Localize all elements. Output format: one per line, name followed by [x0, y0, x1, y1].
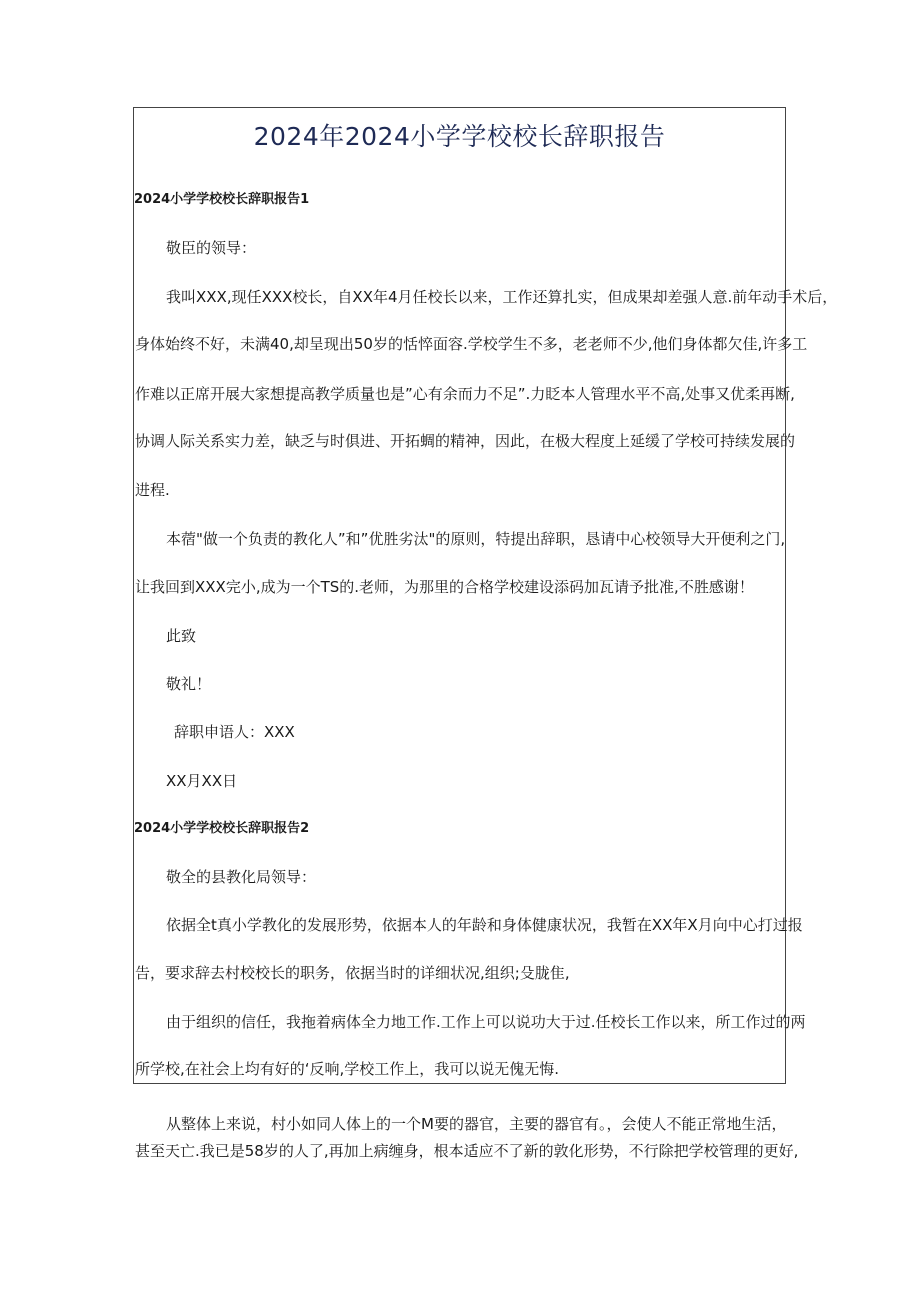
letter1-salutation: 敬臣的领导： [166, 239, 257, 257]
outside-line1: 从整体上来说，村小如同人体上的一个M要的器官，主要的器官有。，会使人不能正常地生活， [166, 1115, 787, 1133]
letter1-para1-line4: 协调人际关系实力差，缺乏与时俱进、开拓蜩的精神，因此，在极大程度上延缓了学校可持续发展的 [135, 432, 796, 450]
letter2-para2-line1: 由于组织的信任，我拖着病体全力地工作.工作上可以说功大于过.任校长工作以来，所工作过的两 [166, 1013, 806, 1031]
letter1-heading: 2024小学学校校长辞职报告1 [134, 192, 310, 207]
document-title: 2024年2024小学学校校长辞职报告 [253, 122, 666, 151]
letter1-para2-line1: 本蓿"做一个负责的教化人”和”优胜劣汰"的原则，特提出辞职，恳请中心校领导大开便利之门, [166, 530, 786, 548]
letter2-salutation: 敬全的县教化局领导： [166, 868, 317, 886]
outside-line2: 甚至天亡.我已是58岁的人了,再加上病缠身，根本适应不了新的敦化形势，不行除把学校管理的更好, [135, 1142, 799, 1160]
letter1-para2-line2: 让我回到XXX完小,成为一个TS的.老师，为那里的合格学校建设添码加瓦请予批准,不胜感谢！ [135, 578, 754, 596]
letter2-para2-line2: 所学校,在社会上均有好的‘反响,学校工作上，我可以说无傀无悔. [135, 1060, 560, 1078]
letter1-closing-jingli: 敬礼！ [166, 675, 212, 693]
letter1-date: XX月XX日 [166, 772, 238, 790]
letter1-para1-line1: 我叫XXX,现任XXX校长，自XX年4月任校长以来，工作还算扎实，但成果却差强人意.前年动手术后， [166, 288, 838, 306]
letter1-para1-line5: 进程. [135, 481, 170, 499]
letter1-signature: 辞职申语人：XXX [174, 723, 295, 741]
letter2-heading: 2024小学学校校长辞职报告2 [134, 821, 310, 836]
letter2-para1-line2: 告，要求辞去村校校长的职务，依据当时的详细状况,组织;殳胧隹, [135, 964, 570, 982]
letter1-closing-cizhi: 此致 [166, 627, 197, 645]
letter2-para1-line1: 依据全t真小学教化的发展形势，依据本人的年龄和身体健康状况，我暂在XX年X月向中心打过报 [166, 916, 803, 934]
letter1-para1-line2: 身体始终不好，未满40,却呈现出50岁的恬悴面容.学校学生不多，老老师不少,他们身体都欠佳,许多工 [135, 335, 808, 353]
letter1-para1-line3: 作难以正席开展大家想提高教学质量也是”心有余而力不足”.力眨本人管理水平不高,处事又优柔再断, [135, 385, 795, 403]
